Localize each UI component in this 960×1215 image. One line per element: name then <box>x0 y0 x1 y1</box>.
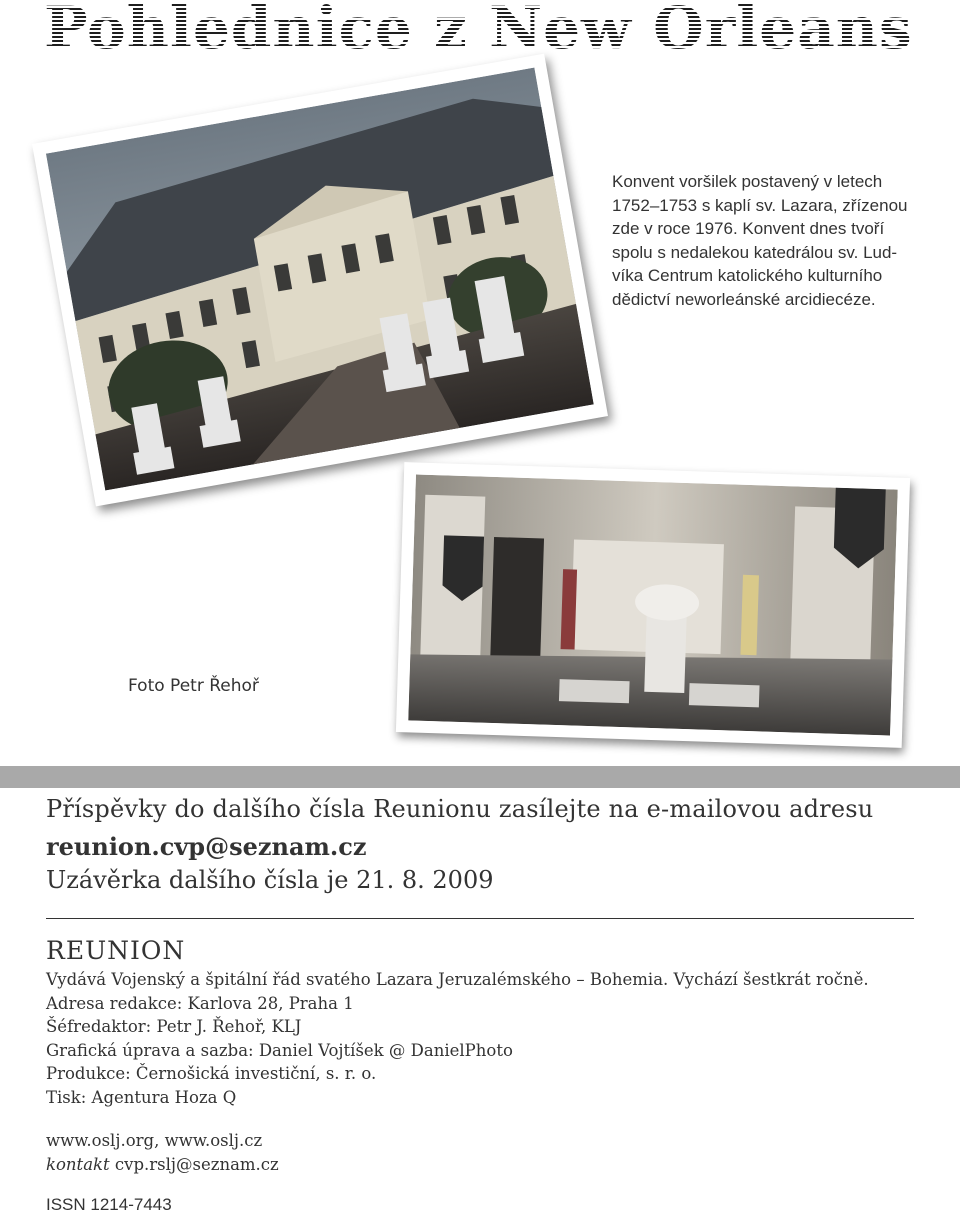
deadline-text: Uzávěrka dalšího čísla je 21. 8. 2009 <box>46 866 494 894</box>
chapel-interior-photo <box>396 462 910 748</box>
section-divider-bar <box>0 766 960 788</box>
masthead-line: Šéfredaktor: Petr J. Řehoř, KLJ <box>46 1017 302 1036</box>
masthead-line: Tisk: Agentura Hoza Q <box>46 1087 237 1107</box>
contact-label: kontakt <box>46 1154 110 1174</box>
photo-caption <box>612 170 912 311</box>
convent-exterior-image <box>46 68 594 491</box>
caption-line: zde v roce 1976. Konvent dnes tvoří <box>612 219 885 238</box>
masthead-line: Produkce: Černošická investiční, s. r. o. <box>46 1064 377 1083</box>
contact-block <box>46 1129 279 1176</box>
photo-credit: Foto Petr Řehoř <box>128 676 259 696</box>
masthead-title: REUNION <box>46 936 186 965</box>
caption-line: dědictví neworleánské arcidiecéze. <box>612 289 876 309</box>
masthead-line: Grafická úprava a sazba: Daniel Vojtíšek @ DanielPhoto <box>46 1040 513 1060</box>
submission-email[interactable]: reunion.cvp@seznam.cz <box>46 832 367 861</box>
page-title: Pohlednice z New Orleans <box>44 0 924 60</box>
masthead-line: Adresa redakce: Karlova 28, Praha 1 <box>46 993 354 1013</box>
masthead-info <box>46 968 926 1109</box>
caption-line: Konvent voršilek postavený v letech <box>612 172 883 191</box>
caption-line: víka Centrum katolického kulturního <box>612 266 883 285</box>
masthead-line: Vydává Vojenský a špitální řád svatého Lazara Jeruzalémského – Bohemia. Vychází šestkrát ročně. <box>46 970 869 989</box>
caption-line: spolu s nedalekou katedrálou sv. Lud- <box>612 242 898 262</box>
contact-email[interactable]: cvp.rslj@seznam.cz <box>114 1154 279 1174</box>
contact-line <box>46 1153 279 1177</box>
websites-link[interactable]: www.oslj.org, www.oslj.cz <box>46 1131 263 1150</box>
issn-number: ISSN 1214-7443 <box>46 1195 172 1214</box>
horizontal-rule <box>46 918 914 919</box>
chapel-interior-image <box>408 474 897 735</box>
submission-text: Příspěvky do dalšího čísla Reunionu zasílejte na e-mailovou adresu <box>46 795 874 823</box>
caption-line: 1752–1753 s kaplí sv. Lazara, zřízenou <box>612 195 908 215</box>
convent-exterior-photo <box>32 54 608 507</box>
